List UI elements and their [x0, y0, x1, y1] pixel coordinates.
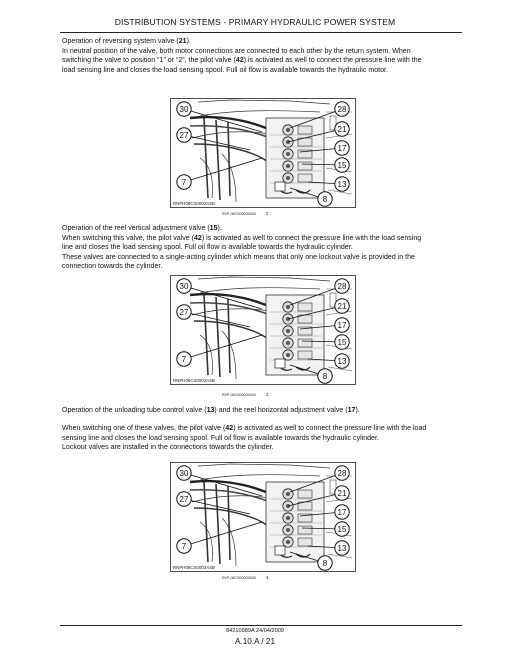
text-line [62, 234, 464, 244]
text-line [62, 47, 464, 57]
callout-label: 21 [337, 302, 347, 311]
paragraph-reel-vertical-valve [62, 224, 464, 272]
image-code: RNPH08CS0003ASB [173, 378, 215, 383]
figure-number: 3 [265, 392, 269, 397]
figure-valve-block [170, 98, 356, 204]
text-segment: Operation of the reel vertical adjustment valve ( [62, 225, 210, 232]
figure-caption [222, 392, 362, 397]
callout-label: 17 [337, 144, 347, 153]
text-line [62, 253, 464, 263]
text-line [62, 243, 464, 253]
page-header: DISTRIBUTION SYSTEMS - PRIMARY HYDRAULIC POWER SYSTEM [114, 17, 396, 27]
text-segment: connection towards the cylinder. [62, 263, 163, 271]
part-number: 42 [194, 234, 202, 242]
image-code: RNPH08CS0003ASB [173, 201, 215, 206]
callout-label: 21 [337, 125, 347, 134]
callout-label: 8 [322, 195, 328, 204]
text-line [62, 37, 464, 47]
valve-block-illustration [170, 98, 356, 208]
text-segment: When switching this valve, the pilot valve ( [62, 234, 194, 242]
text-segment: In neutral position of the valve, both motor connections are connected to each other by the return system. When [62, 47, 411, 55]
header-rule [60, 32, 462, 33]
text-segment: ) is activated as well to connect the pressure line with the load sensing [201, 234, 422, 242]
figure-ref-code: RVP-08CS00039A30 [222, 576, 256, 580]
callout-label: 8 [322, 559, 328, 568]
callout-label: 17 [337, 321, 347, 330]
text-segment: ). [355, 407, 360, 414]
text-line [62, 56, 464, 66]
figure-ref-code: RVP-08CS00039A30 [222, 212, 256, 216]
callout-label: 8 [322, 372, 328, 381]
callout-label: 27 [179, 495, 189, 504]
paragraph-cylinder-valves [62, 424, 464, 453]
callout-label: 15 [337, 525, 347, 534]
valve-block-illustration [170, 462, 356, 572]
figure-ref-code: RVP-08CS00039A30 [222, 393, 256, 397]
footer-page-number: A.10.A / 21 [234, 637, 276, 646]
callout-label: 27 [179, 131, 189, 140]
text-line [62, 262, 464, 272]
callout-label: 30 [179, 282, 189, 291]
text-segment: These valves are connected to a single-acting cylinder which means that only one lockout valve is provided in the [62, 253, 415, 261]
text-segment: When switching one of these valves, the pilot valve ( [62, 425, 226, 432]
valve-block [266, 295, 324, 375]
callout-label: 15 [337, 338, 347, 347]
text-segment: Operation of reversing system valve ( [62, 38, 179, 45]
figure-valve-block [170, 275, 356, 381]
text-segment: load sensing line and closes the load sensing spool. Full oil flow is available towards the hydraulic motor. [62, 66, 388, 74]
callout-label: 13 [337, 357, 347, 366]
part-number: 15 [209, 225, 218, 232]
callout-label: 28 [337, 469, 347, 478]
callout-label: 15 [337, 161, 347, 170]
part-number: 21 [178, 38, 187, 45]
text-line [62, 224, 464, 234]
text-segment: ) is activated as well to connect the pressure line with the [243, 57, 422, 65]
callout-label: 7 [181, 355, 187, 364]
callout-label: 30 [179, 469, 189, 478]
paragraph-unloading-tube-valve [62, 406, 464, 416]
valve-block [266, 482, 324, 562]
part-number: 42 [225, 425, 234, 432]
text-segment: ). [217, 225, 222, 232]
figure-caption [222, 575, 362, 580]
callout-label: 7 [181, 178, 187, 187]
paragraph-reversing-valve [62, 37, 464, 75]
callout-label: 28 [337, 282, 347, 291]
text-segment: sensing line and closes the load sensing spool. Full oil flow is available towards the hydraulic cylinder. [62, 434, 379, 442]
callout-label: 13 [337, 544, 347, 553]
text-line [62, 434, 464, 444]
callout-label: 13 [337, 180, 347, 189]
valve-block [266, 118, 324, 198]
text-line [62, 66, 464, 76]
callout-label: 30 [179, 105, 189, 114]
text-segment: ) and the reel horizontal adjustment valve ( [214, 407, 348, 414]
text-segment: Lockout valves are installed in the connections towards the cylinder. [62, 444, 274, 452]
figure-number: 2 [265, 211, 269, 216]
part-number: 17 [347, 407, 356, 414]
footer-doc-ref: 84210989A 24/04/2009 [226, 628, 284, 634]
callout-label: 28 [337, 105, 347, 114]
text-segment: line and closes the load sensing spool. Full oil flow is available towards the hydraulic cylinder. [62, 244, 353, 252]
figure-caption [222, 211, 362, 216]
text-segment: ). [186, 38, 191, 45]
callout-label: 17 [337, 508, 347, 517]
figure-number: 4 [265, 575, 269, 580]
part-number: 13 [206, 407, 215, 414]
text-segment: switching the valve to position “1” or “2”, the pilot valve ( [62, 57, 236, 65]
text-line [62, 406, 464, 416]
footer-rule [60, 625, 462, 626]
callout-label: 27 [179, 308, 189, 317]
text-segment: Operation of the unloading tube control valve ( [62, 407, 207, 414]
text-segment: ) is activated as well to connect the pressure line with the load [233, 425, 427, 432]
figure-valve-block [170, 462, 356, 568]
callout-label: 21 [337, 489, 347, 498]
text-line [62, 424, 464, 434]
image-code: RNPH08CS0003ASB [173, 565, 215, 570]
text-line [62, 443, 464, 453]
part-number: 42 [235, 57, 244, 65]
callout-label: 7 [181, 542, 187, 551]
valve-block-illustration [170, 275, 356, 385]
